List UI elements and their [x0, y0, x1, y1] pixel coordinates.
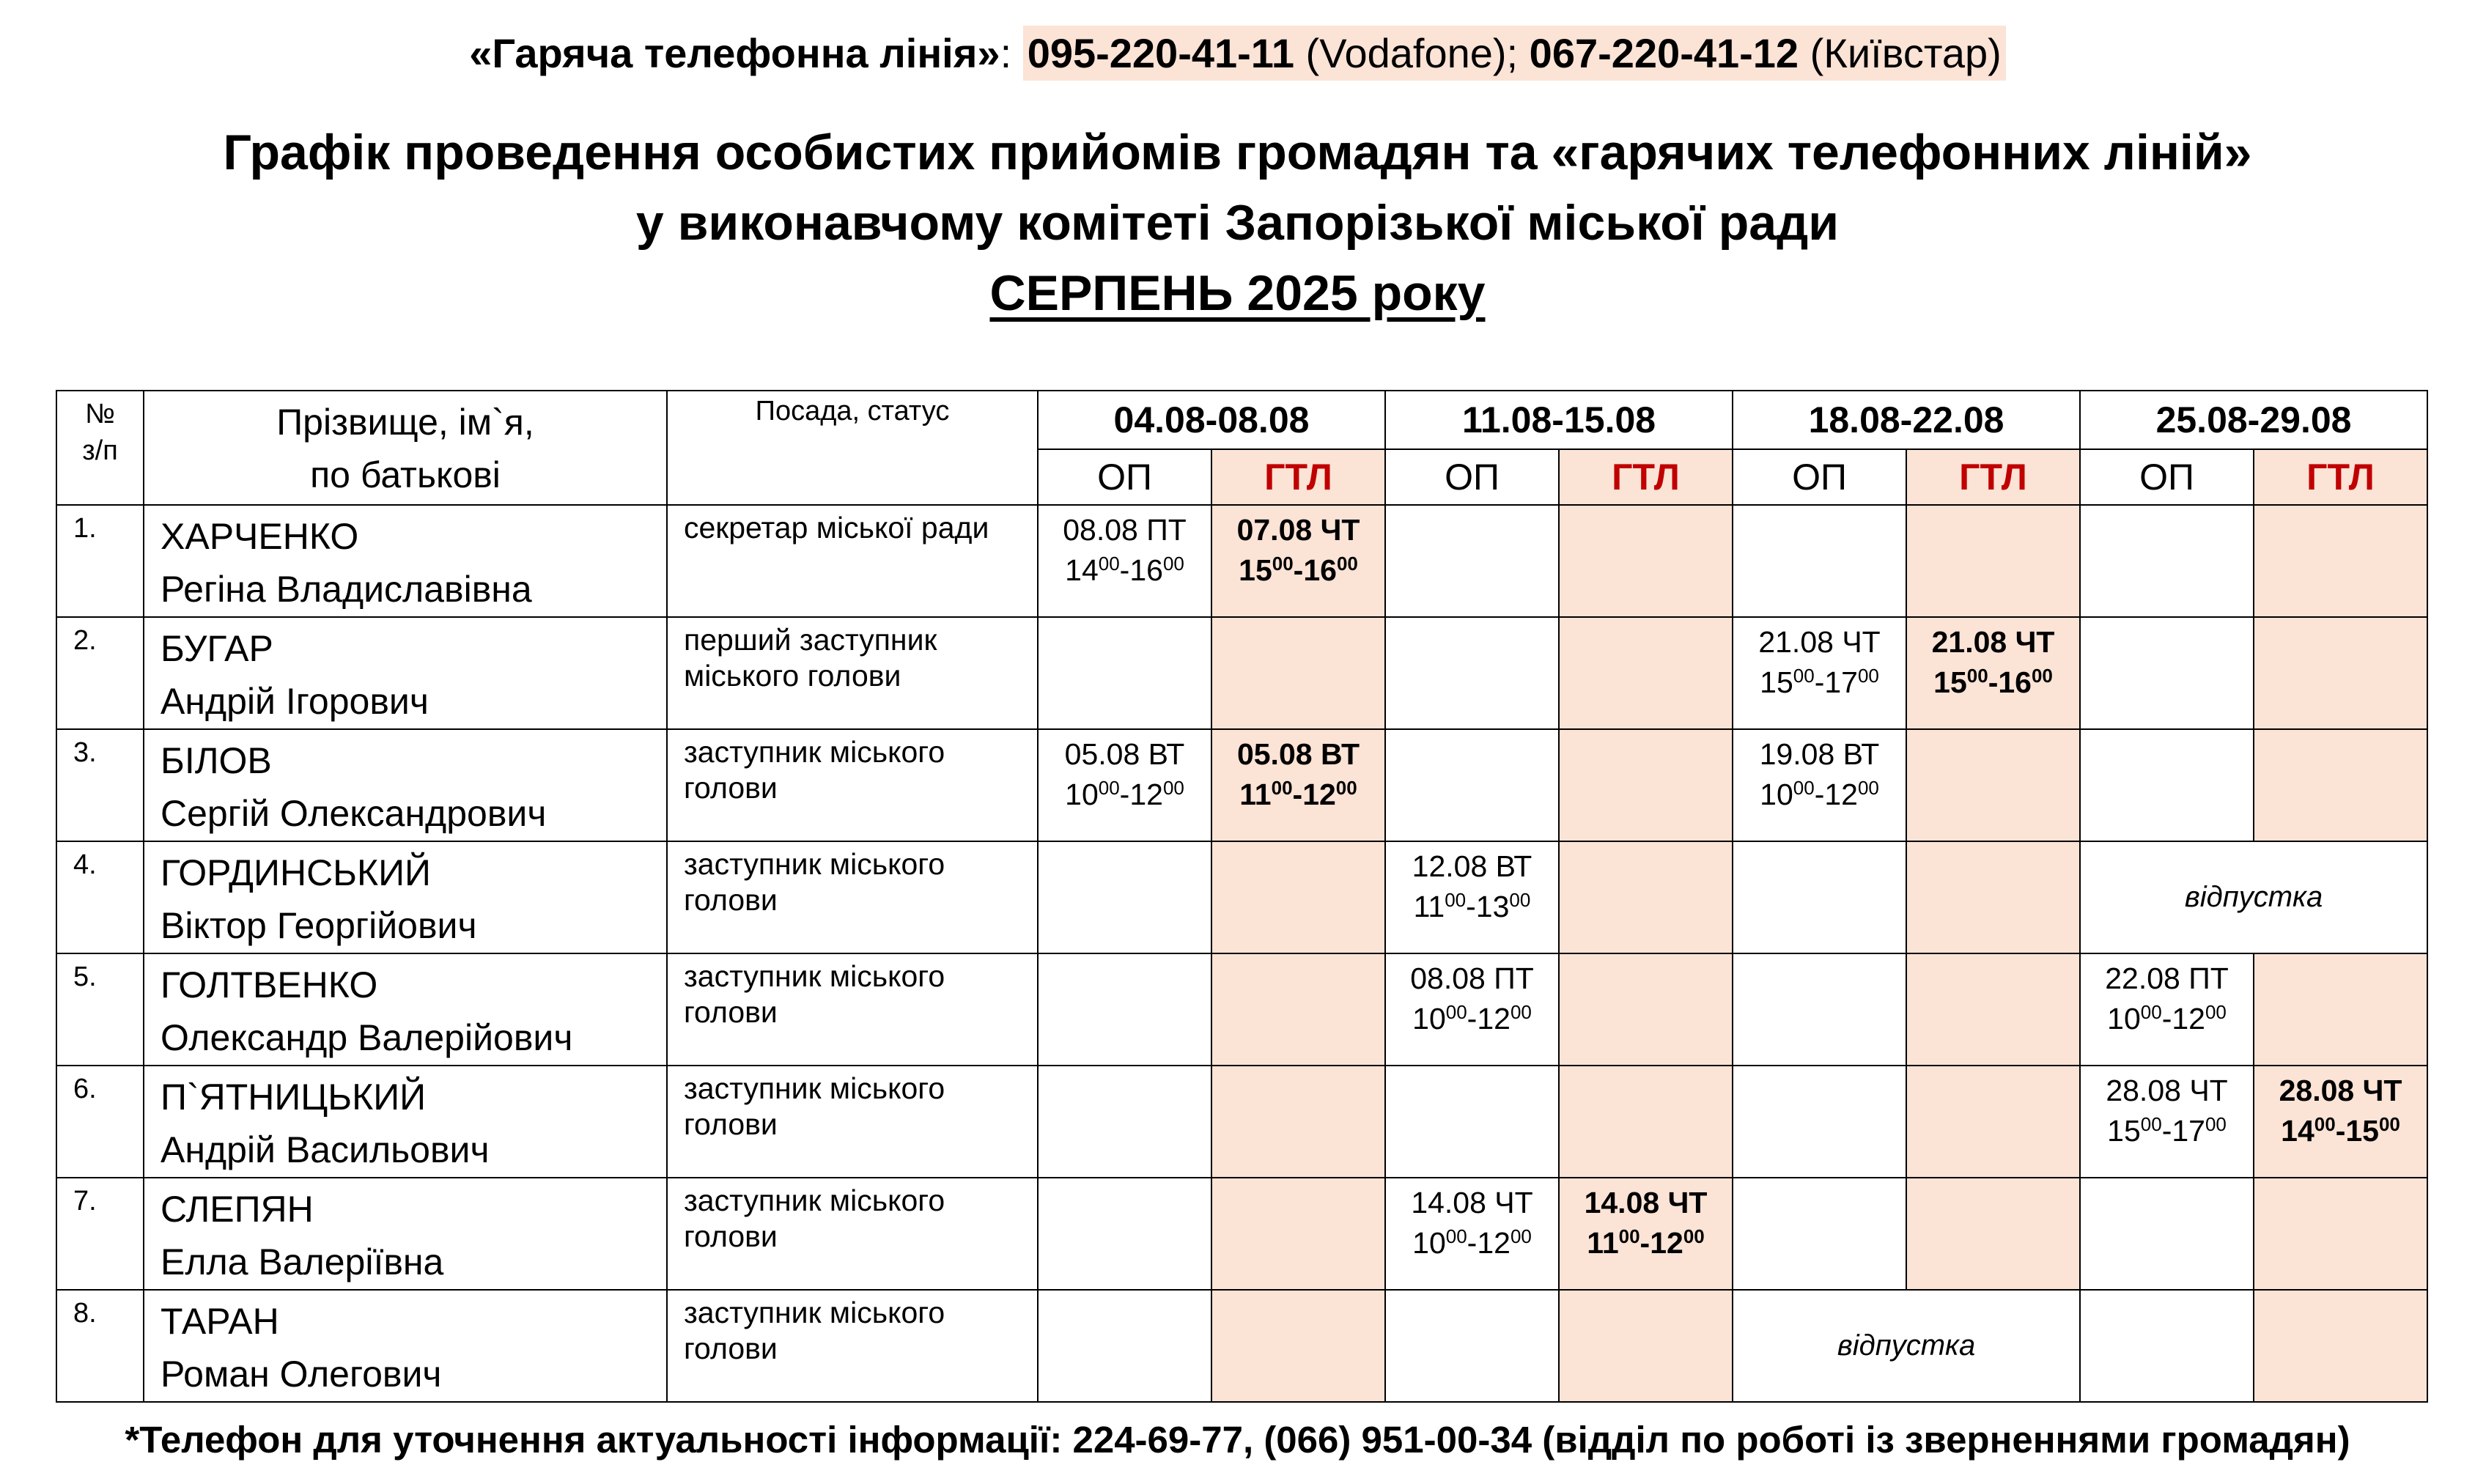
time-start-minutes: 00 [1966, 665, 1988, 687]
header-gtl: ГТЛ [1211, 449, 1385, 505]
hotline-phones [1023, 26, 2006, 81]
person-name [144, 1290, 667, 1402]
time-start-minutes: 00 [1618, 1225, 1640, 1247]
schedule-cell-gtl [1906, 953, 2080, 1066]
time-end-minutes: 00 [1857, 777, 1879, 799]
time-end-minutes: 00 [2205, 1113, 2227, 1135]
person-given-name: Віктор Георгійович [161, 905, 477, 946]
row-number: 1. [56, 505, 144, 617]
document-title [0, 117, 2475, 328]
row-number: 7. [56, 1178, 144, 1290]
time-start-hour: 11 [1587, 1226, 1619, 1260]
time-separator: - [1814, 665, 1825, 699]
table-row [56, 841, 2427, 953]
slot-time [2254, 1111, 2427, 1151]
time-start-minutes: 00 [1271, 777, 1293, 799]
time-end-hour: 16 [1998, 665, 2032, 699]
row-number: 2. [56, 617, 144, 729]
slot-time [1386, 999, 1558, 1039]
time-end-minutes: 00 [1336, 553, 1358, 575]
header-number-line-2: з/п [82, 435, 118, 466]
time-start-hour: 10 [1760, 778, 1793, 811]
schedule-cell-op [1733, 1178, 1906, 1290]
schedule-cell-gtl [2254, 505, 2427, 617]
slot-day: 07.08 ЧТ [1236, 513, 1360, 547]
person-name [144, 1178, 667, 1290]
time-start-hour: 10 [1412, 1002, 1446, 1036]
person-name [144, 729, 667, 841]
time-separator: - [1639, 1226, 1650, 1260]
person-given-name: Андрій Ігорович [161, 681, 429, 722]
person-name [144, 505, 667, 617]
person-given-name: Регіна Владиславівна [161, 569, 532, 610]
time-separator: - [1467, 1226, 1478, 1260]
footer-note: *Телефон для уточнення актуальності інформації: 224-69-77, (066) 951-00-34 (відділ по роботі із зверненнями громадян) [125, 1419, 2350, 1461]
time-start-hour: 10 [1065, 778, 1099, 811]
schedule-cell-op [2080, 729, 2254, 841]
person-position: заступник міського голови [667, 1066, 1038, 1178]
slot-day: 14.08 ЧТ [1584, 1186, 1708, 1219]
time-start-hour: 14 [1065, 553, 1099, 587]
slot-time [2081, 1111, 2253, 1151]
person-surname: ХАРЧЕНКО [161, 516, 359, 557]
header-week-4: 25.08-29.08 [2080, 391, 2427, 449]
time-start-minutes: 00 [2140, 1001, 2162, 1023]
schedule-cell-gtl [2254, 953, 2427, 1066]
time-start-minutes: 00 [1793, 665, 1815, 687]
slot-time [1039, 775, 1211, 815]
schedule-cell-gtl [1211, 841, 1385, 953]
schedule-cell-gtl [2254, 1178, 2427, 1290]
schedule-cell-gtl [1559, 1178, 1733, 1290]
person-surname: ТАРАН [161, 1301, 279, 1342]
row-number: 6. [56, 1066, 144, 1178]
schedule-cell-op [2080, 953, 2254, 1066]
person-name [144, 953, 667, 1066]
time-separator: - [1466, 890, 1476, 923]
header-name-line-2: по батькові [310, 454, 501, 495]
schedule-cell-gtl [1559, 505, 1733, 617]
slot-day: 28.08 ЧТ [2106, 1074, 2228, 1107]
time-start-minutes: 00 [1445, 889, 1467, 911]
time-start-hour: 15 [2107, 1114, 2141, 1148]
header-op: ОП [1733, 449, 1906, 505]
time-separator: - [1467, 1002, 1478, 1036]
schedule-cell-gtl [1559, 841, 1733, 953]
schedule-cell-op [2080, 1178, 2254, 1290]
person-name [144, 841, 667, 953]
time-start-minutes: 00 [2314, 1113, 2336, 1135]
time-end-minutes: 00 [1857, 665, 1879, 687]
title-line-2: у виконавчому комітеті Запорізької міської ради [635, 195, 1840, 251]
hotline-operator-kyivstar: (Київстар) [1799, 30, 2002, 76]
schedule-cell-gtl [2254, 1290, 2427, 1402]
time-separator: - [1814, 778, 1825, 811]
schedule-cell-op [1038, 1290, 1211, 1402]
hotline-phone-kyivstar: 067-220-41-12 [1529, 30, 1799, 76]
time-end-minutes: 00 [2378, 1113, 2400, 1135]
table-row [56, 953, 2427, 1066]
schedule-cell-op [1385, 729, 1559, 841]
schedule-cell-op [1038, 617, 1211, 729]
time-start-minutes: 00 [1445, 1001, 1467, 1023]
schedule-cell-gtl [2254, 1066, 2427, 1178]
schedule-cell-op [1385, 841, 1559, 953]
hotline-operator-vodafone: (Vodafone); [1294, 30, 1530, 76]
table-row [56, 505, 2427, 617]
schedule-cell-op [1385, 1290, 1559, 1402]
time-separator: - [2161, 1114, 2172, 1148]
slot-time [1212, 775, 1384, 815]
slot-time [1212, 550, 1384, 591]
person-position: заступник міського голови [667, 1178, 1038, 1290]
schedule-cell-gtl [1211, 1178, 1385, 1290]
header-number-line-1: № [85, 399, 115, 429]
time-end-minutes: 00 [1162, 553, 1184, 575]
header-week-2: 11.08-15.08 [1385, 391, 1733, 449]
slot-day: 08.08 ПТ [1410, 961, 1534, 995]
time-end-hour: 15 [2345, 1114, 2379, 1148]
schedule-cell-gtl [1211, 617, 1385, 729]
slot-day: 14.08 ЧТ [1411, 1186, 1533, 1219]
slot-day: 28.08 ЧТ [2279, 1074, 2402, 1107]
schedule-cell-op [2080, 617, 2254, 729]
table-row [56, 1066, 2427, 1178]
header-name-line-1: Прізвище, ім`я, [276, 402, 534, 443]
slot-time [1907, 662, 2079, 703]
time-separator: - [2161, 1002, 2172, 1036]
person-surname: П`ЯТНИЦЬКИЙ [161, 1077, 427, 1118]
schedule-cell-op [1038, 1178, 1211, 1290]
time-separator: - [2335, 1114, 2346, 1148]
schedule-cell-gtl [1906, 841, 2080, 953]
slot-time [2081, 999, 2253, 1039]
schedule-cell-op [1733, 1066, 1906, 1178]
table-row [56, 617, 2427, 729]
table-row [56, 1290, 2427, 1402]
time-separator: - [1119, 553, 1130, 587]
schedule-cell-gtl [1559, 617, 1733, 729]
time-start-hour: 10 [1412, 1226, 1446, 1260]
schedule-cell-op [1385, 1066, 1559, 1178]
time-end-hour: 17 [2172, 1114, 2205, 1148]
schedule-cell-gtl [1906, 1178, 2080, 1290]
schedule-cell-op [1038, 729, 1211, 841]
slot-time [1039, 550, 1211, 591]
schedule-cell-op [1385, 1178, 1559, 1290]
header-op: ОП [2080, 449, 2254, 505]
schedule-cell-gtl [1906, 617, 2080, 729]
slot-day: 05.08 ВТ [1064, 737, 1185, 771]
time-start-minutes: 00 [1098, 553, 1120, 575]
row-number: 8. [56, 1290, 144, 1402]
schedule-cell-gtl [1906, 505, 2080, 617]
time-end-minutes: 00 [1510, 1001, 1532, 1023]
time-end-minutes: 00 [1683, 1225, 1705, 1247]
schedule-cell-op [2080, 1290, 2254, 1402]
schedule-cell-op [1733, 953, 1906, 1066]
schedule-cell-gtl [1559, 729, 1733, 841]
slot-time [1386, 1223, 1558, 1263]
schedule-cell-gtl [1211, 1066, 1385, 1178]
time-end-hour: 12 [2172, 1002, 2205, 1036]
person-position: заступник міського голови [667, 1290, 1038, 1402]
time-start-minutes: 00 [1445, 1225, 1467, 1247]
slot-time [1386, 887, 1558, 927]
header-gtl: ГТЛ [2254, 449, 2427, 505]
schedule-cell-gtl [1906, 729, 2080, 841]
schedule-cell-gtl [1906, 1066, 2080, 1178]
schedule-cell-gtl [1211, 505, 1385, 617]
header-number [56, 391, 144, 505]
hotline-banner [0, 21, 2475, 86]
time-start-hour: 11 [1239, 778, 1272, 811]
time-end-minutes: 00 [1162, 777, 1184, 799]
header-gtl: ГТЛ [1559, 449, 1733, 505]
time-end-hour: 16 [1129, 553, 1163, 587]
time-end-minutes: 00 [1509, 889, 1531, 911]
slot-day: 08.08 ПТ [1063, 513, 1187, 547]
person-given-name: Олександр Валерійович [161, 1017, 573, 1058]
header-op: ОП [1385, 449, 1559, 505]
time-separator: - [1293, 553, 1304, 587]
schedule-cell-op [1733, 505, 1906, 617]
person-surname: БІЛОВ [161, 740, 272, 781]
time-separator: - [1119, 778, 1130, 811]
time-start-minutes: 00 [1793, 777, 1815, 799]
header-week-3: 18.08-22.08 [1733, 391, 2080, 449]
header-week-1: 04.08-08.08 [1038, 391, 1385, 449]
person-given-name: Андрій Васильович [161, 1129, 490, 1170]
time-end-hour: 17 [1824, 665, 1858, 699]
hotline-phone-vodafone: 095-220-41-11 [1027, 30, 1294, 76]
person-position: перший заступник міського голови [667, 617, 1038, 729]
time-start-hour: 15 [1933, 665, 1967, 699]
person-name [144, 617, 667, 729]
schedule-cell-gtl [2254, 729, 2427, 841]
schedule-cell-op [1038, 505, 1211, 617]
schedule-cell-op [1733, 617, 1906, 729]
time-end-hour: 12 [1302, 778, 1336, 811]
schedule-cell-op [1385, 953, 1559, 1066]
time-start-minutes: 00 [2140, 1113, 2162, 1135]
person-surname: ГОРДИНСЬКИЙ [161, 852, 431, 893]
header-name [144, 391, 667, 505]
time-end-minutes: 00 [2031, 665, 2053, 687]
table-row [56, 729, 2427, 841]
row-number: 3. [56, 729, 144, 841]
person-surname: СЛЕПЯН [161, 1189, 314, 1230]
slot-day: 22.08 ПТ [2105, 961, 2229, 995]
slot-day: 19.08 ВТ [1759, 737, 1880, 771]
time-start-hour: 15 [1239, 553, 1272, 587]
time-start-minutes: 00 [1272, 553, 1294, 575]
schedule-cell-op [1385, 617, 1559, 729]
schedule-cell-op [1385, 505, 1559, 617]
schedule-cell-gtl [1559, 1066, 1733, 1178]
header-gtl: ГТЛ [1906, 449, 2080, 505]
vacation-cell: відпустка [2080, 841, 2427, 953]
person-given-name: Роман Олегович [161, 1354, 442, 1395]
time-end-hour: 12 [1650, 1226, 1683, 1260]
header-op: ОП [1038, 449, 1211, 505]
schedule-cell-gtl [1559, 953, 1733, 1066]
schedule-cell-op [1038, 953, 1211, 1066]
time-separator: - [1292, 778, 1303, 811]
time-end-hour: 13 [1475, 890, 1510, 923]
time-start-hour: 15 [1760, 665, 1793, 699]
row-number: 5. [56, 953, 144, 1066]
schedule-cell-op [1038, 1066, 1211, 1178]
slot-time [1733, 662, 1906, 703]
time-start-hour: 11 [1413, 890, 1445, 923]
time-start-minutes: 00 [1098, 777, 1120, 799]
person-given-name: Елла Валеріївна [161, 1241, 444, 1282]
slot-day: 12.08 ВТ [1412, 849, 1532, 883]
person-position: заступник міського голови [667, 841, 1038, 953]
person-position: заступник міського голови [667, 953, 1038, 1066]
time-end-hour: 12 [1129, 778, 1163, 811]
title-month: СЕРПЕНЬ 2025 року [989, 265, 1486, 321]
schedule-cell-op [1733, 729, 1906, 841]
person-surname: БУГАР [161, 628, 273, 669]
slot-day: 21.08 ЧТ [1931, 625, 2055, 659]
time-end-minutes: 00 [2205, 1001, 2227, 1023]
person-position: заступник міського голови [667, 729, 1038, 841]
time-end-hour: 16 [1303, 553, 1337, 587]
time-end-hour: 12 [1824, 778, 1858, 811]
schedule-cell-op [1733, 841, 1906, 953]
slot-day: 05.08 ВТ [1236, 737, 1360, 771]
slot-time [1560, 1223, 1732, 1263]
time-end-hour: 12 [1477, 1226, 1511, 1260]
time-separator: - [1988, 665, 1999, 699]
hotline-label: «Гаряча телефонна лінія» [469, 30, 1000, 76]
row-number: 4. [56, 841, 144, 953]
schedule-cell-op [2080, 1066, 2254, 1178]
schedule-cell-op [2080, 505, 2254, 617]
schedule-cell-op [1038, 841, 1211, 953]
schedule-cell-gtl [1211, 729, 1385, 841]
schedule-cell-gtl [1211, 953, 1385, 1066]
schedule-cell-gtl [1559, 1290, 1733, 1402]
schedule-cell-gtl [2254, 617, 2427, 729]
person-surname: ГОЛТВЕНКО [161, 964, 378, 1005]
person-position: секретар міської ради [667, 505, 1038, 617]
time-end-minutes: 00 [1510, 1225, 1532, 1247]
schedule-table [56, 390, 2428, 1403]
table-row [56, 1178, 2427, 1290]
slot-day: 21.08 ЧТ [1758, 625, 1881, 659]
time-end-hour: 12 [1477, 1002, 1511, 1036]
title-line-1: Графік проведення особистих прийомів громадян та «гарячих телефонних ліній» [223, 125, 2252, 180]
header-position: Посада, статус [667, 391, 1038, 505]
time-start-hour: 14 [2281, 1114, 2314, 1148]
person-name [144, 1066, 667, 1178]
schedule-cell-gtl [1211, 1290, 1385, 1402]
time-end-minutes: 00 [1335, 777, 1357, 799]
hotline-separator: : [1000, 30, 1023, 76]
slot-time [1733, 775, 1906, 815]
person-given-name: Сергій Олександрович [161, 793, 547, 834]
time-start-hour: 10 [2107, 1002, 2141, 1036]
vacation-cell: відпустка [1733, 1290, 2080, 1402]
